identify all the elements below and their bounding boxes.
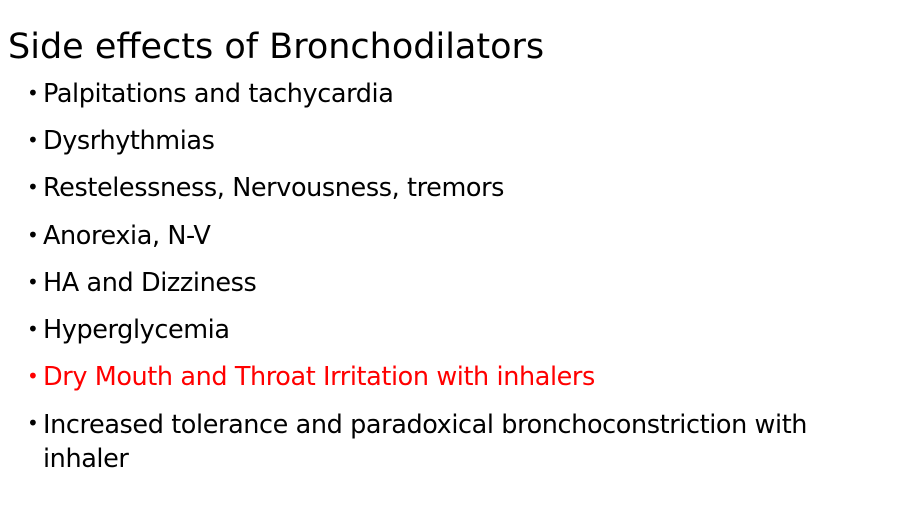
- bullet-dot-icon: •: [27, 81, 39, 105]
- bullet-dot-icon: •: [27, 222, 39, 247]
- bullet-text: HA and Dizziness: [43, 267, 257, 298]
- bullet-text: Anorexia, N-V: [43, 220, 211, 251]
- bullet-text: Restelessness, Nervousness, tremors: [43, 173, 505, 204]
- bullet-dot-icon: •: [27, 175, 39, 200]
- bullet-item: [0, 267, 900, 299]
- bullet-list: [0, 78, 900, 476]
- bullet-item-highlighted: [0, 361, 900, 393]
- bullet-item: [0, 172, 900, 204]
- bullet-text: Palpitations and tachycardia: [43, 79, 394, 109]
- bullet-text: Dry Mouth and Throat Irritation with inhalers: [43, 362, 595, 393]
- bullet-item: [0, 220, 900, 252]
- bullet-text: Hyperglycemia: [43, 314, 230, 345]
- bullet-item: [0, 125, 900, 157]
- slide-title: Side effects of Bronchodilators: [8, 27, 545, 67]
- bullet-item: [0, 78, 900, 110]
- bullet-dot-icon: •: [27, 128, 39, 153]
- bullet-item: [0, 408, 900, 476]
- bullet-dot-icon: •: [27, 269, 39, 294]
- bullet-dot-icon: •: [27, 364, 39, 389]
- bullet-text: Dysrhythmias: [43, 126, 215, 157]
- bullet-item: [0, 314, 900, 346]
- bullet-dot-icon: •: [27, 411, 39, 436]
- bullet-text: Increased tolerance and paradoxical bronchoconstriction with inhaler: [43, 410, 808, 475]
- bullet-dot-icon: •: [27, 316, 39, 341]
